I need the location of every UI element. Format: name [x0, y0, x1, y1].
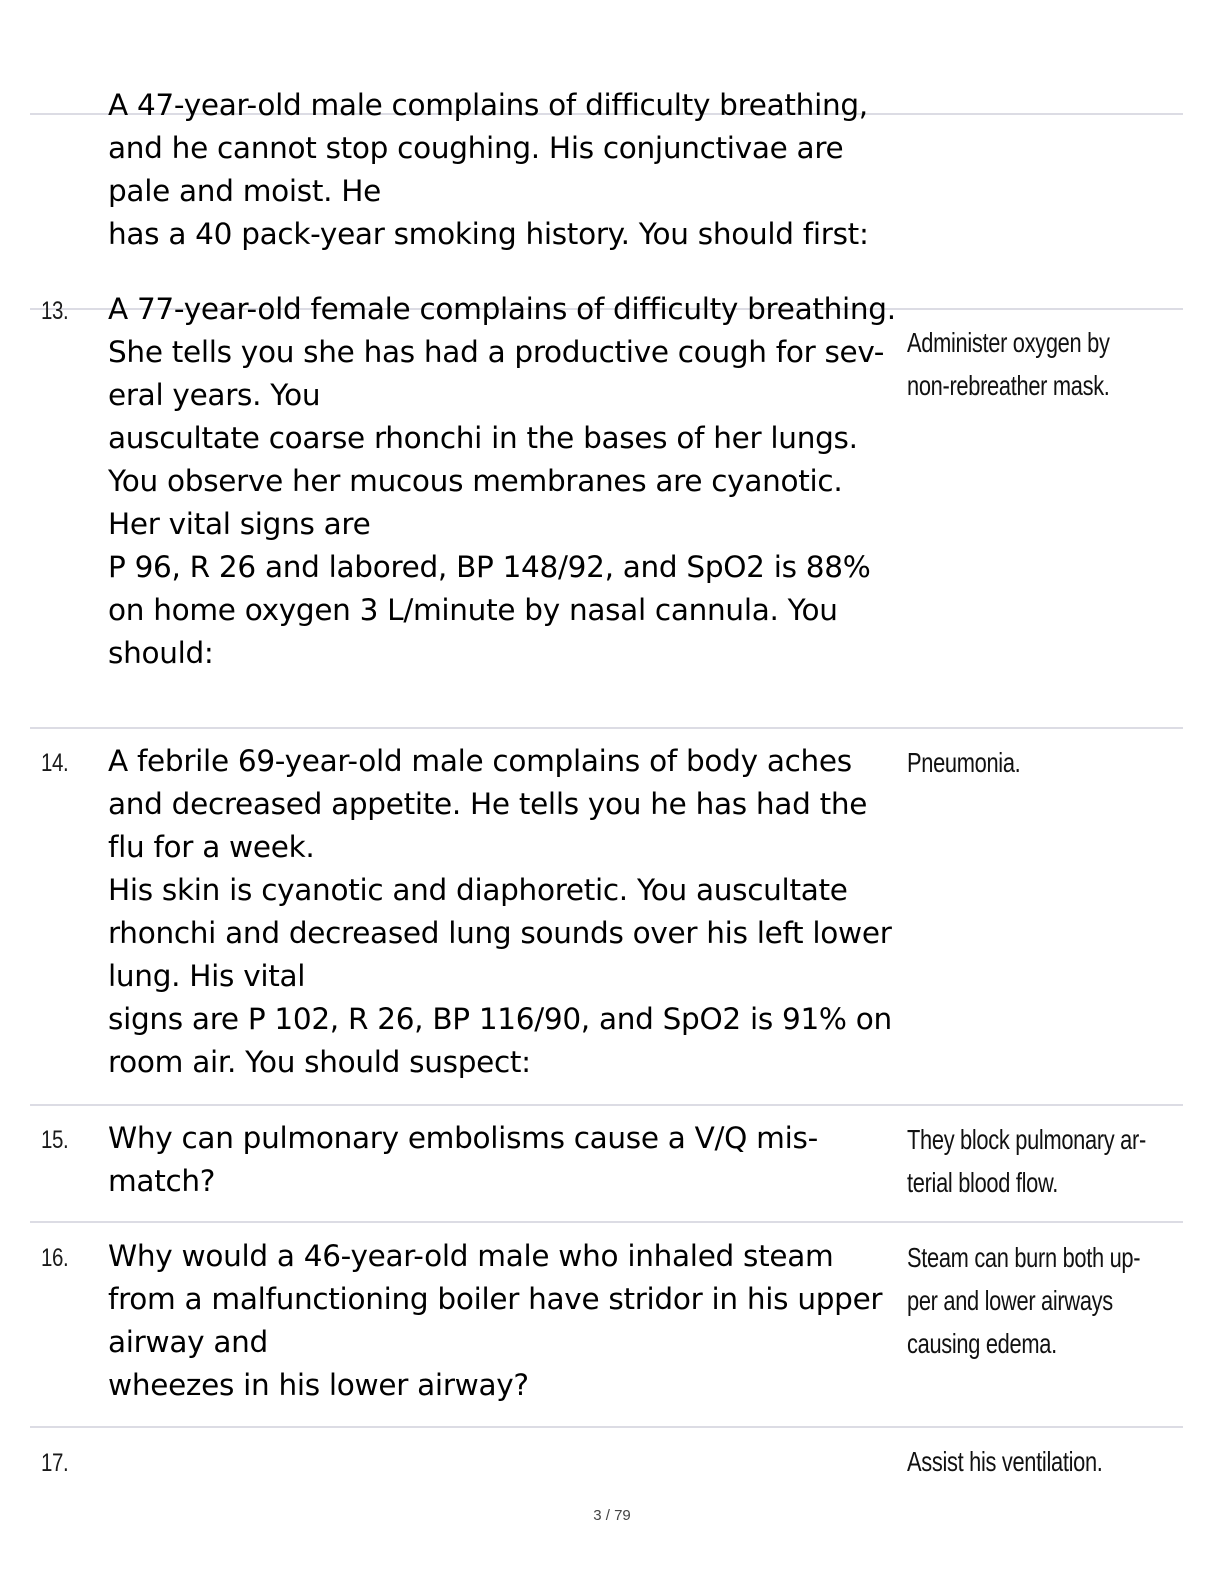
answer-text: [907, 1440, 1103, 1483]
item-number: 14.: [41, 749, 69, 777]
item-number: 13.: [41, 297, 69, 325]
text-line: per and lower airways: [907, 1285, 1113, 1316]
text-line: Her vital signs are: [108, 507, 371, 541]
text-line: A 77-year-old female complains of difficulty breathing.: [108, 292, 896, 326]
text-line: You observe her mucous membranes are cyanotic.: [108, 464, 843, 498]
text-line: His skin is cyanotic and diaphoretic. You auscultate: [108, 873, 848, 907]
text-line: room air. You should suspect:: [108, 1045, 531, 1079]
answer-text: [907, 741, 1020, 784]
answer-text: [907, 1118, 1146, 1204]
text-line: Pneumonia.: [907, 747, 1021, 778]
text-line: auscultate coarse rhonchi in the bases of her lungs.: [108, 421, 858, 455]
question-text: [108, 740, 908, 1084]
item-number: 17.: [41, 1449, 69, 1477]
text-line: lung. His vital: [108, 959, 306, 993]
text-line: on home oxygen 3 L/minute by nasal cannula. You: [108, 593, 838, 627]
text-line: terial blood flow.: [907, 1167, 1059, 1198]
row-divider: [30, 1104, 1183, 1106]
item-number: 15.: [41, 1126, 69, 1154]
text-line: Why can pulmonary embolisms cause a V/Q mis-: [108, 1121, 818, 1155]
question-text: [108, 288, 908, 675]
text-line: Assist his ventilation.: [907, 1446, 1103, 1477]
text-line: P 96, R 26 and labored, BP 148/92, and SpO2 is 88%: [108, 550, 871, 584]
text-line: eral years. You: [108, 378, 321, 412]
row-divider: [30, 727, 1183, 729]
text-line: Steam can burn both up-: [907, 1242, 1141, 1273]
item-number: 16.: [41, 1244, 69, 1272]
text-line: from a malfunctioning boiler have stridor in his upper: [108, 1282, 883, 1316]
text-line: pale and moist. He: [108, 174, 382, 208]
answer-text: [907, 1236, 1140, 1365]
row-divider: [30, 1221, 1183, 1223]
text-line: signs are P 102, R 26, BP 116/90, and SpO2 is 91% on: [108, 1002, 892, 1036]
answer-text: [907, 321, 1110, 407]
text-line: causing edema.: [907, 1328, 1057, 1359]
text-line: Why would a 46-year-old male who inhaled steam: [108, 1239, 834, 1273]
text-line: She tells you she has had a productive cough for sev-: [108, 335, 885, 369]
text-line: and decreased appetite. He tells you he has had the: [108, 787, 868, 821]
text-line: A 47-year-old male complains of difficulty breathing,: [108, 88, 868, 122]
text-line: has a 40 pack-year smoking history. You should first:: [108, 217, 869, 251]
text-line: should:: [108, 636, 214, 670]
text-line: They block pulmonary ar-: [907, 1124, 1146, 1155]
page-number: 3 / 79: [593, 1507, 631, 1524]
text-line: rhonchi and decreased lung sounds over his left lower: [108, 916, 892, 950]
text-line: flu for a week.: [108, 830, 315, 864]
text-line: match?: [108, 1164, 216, 1198]
text-line: airway and: [108, 1325, 268, 1359]
text-line: wheezes in his lower airway?: [108, 1368, 529, 1402]
text-line: A febrile 69-year-old male complains of body aches: [108, 744, 852, 778]
text-line: and he cannot stop coughing. His conjunctivae are: [108, 131, 844, 165]
text-line: Administer oxygen by: [907, 327, 1110, 358]
question-text: [108, 1117, 908, 1203]
question-text: [108, 1235, 908, 1407]
question-text: [108, 84, 908, 256]
text-line: non-rebreather mask.: [907, 370, 1110, 401]
row-divider: [30, 1426, 1183, 1428]
